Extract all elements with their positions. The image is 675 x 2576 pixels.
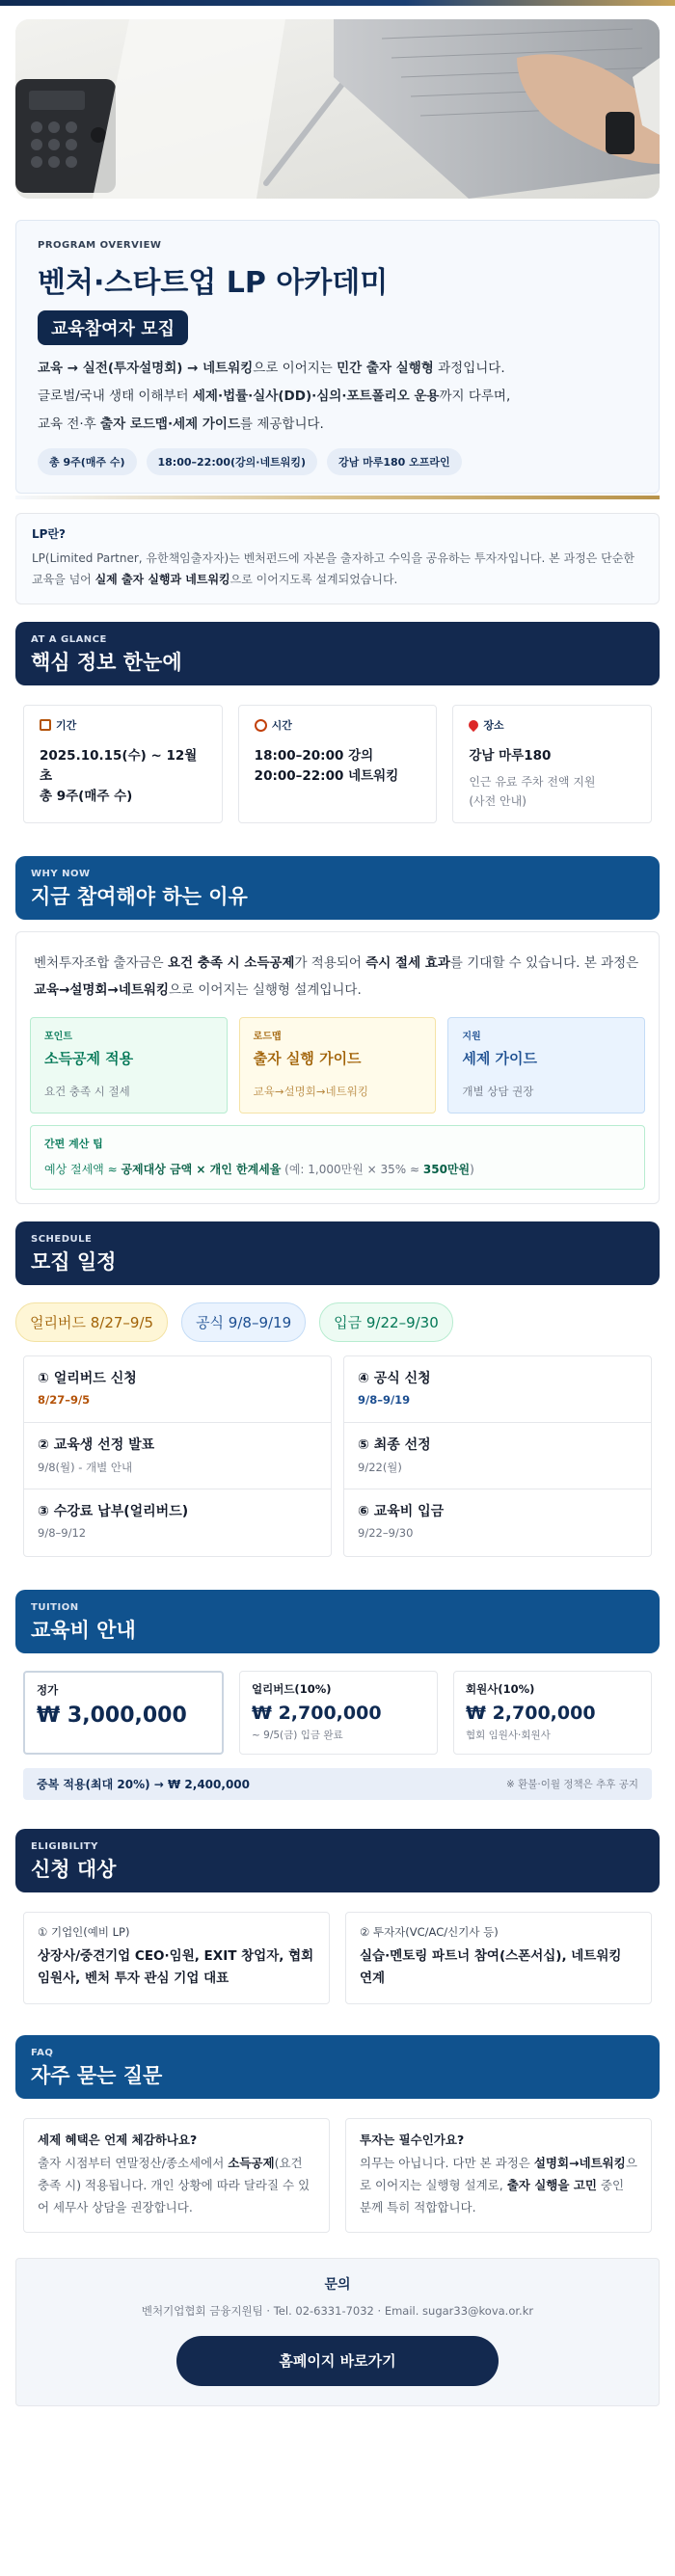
lp-question: LP란? — [32, 527, 66, 541]
duplicate-discount — [23, 1768, 652, 1800]
info-chips — [38, 448, 637, 475]
why-box — [15, 931, 660, 1204]
homepage-button[interactable]: 홈페이지 바로가기 — [176, 2336, 499, 2386]
why-card-deduction — [30, 1017, 228, 1114]
program-overview — [15, 220, 660, 494]
card-label: 장소 — [483, 719, 504, 732]
card-location — [452, 705, 652, 823]
section-eyebrow: FAQ — [31, 2048, 54, 2058]
eligibility-kicker: ② 투자자(VC/AC/신기사 등) — [360, 1925, 499, 1939]
fee-sub: 협회 임원사·회원사 — [466, 1730, 551, 1741]
section-title: 지금 참여해야 하는 이유 — [31, 885, 248, 908]
map-pin-icon — [467, 718, 480, 732]
schedule-column-right — [343, 1355, 652, 1557]
faq-answer: 의무는 아닙니다. 다만 본 과정은 설명회→네트워킹으로 이어지는 실행형 설계로, 출자 실행을 고민 중인 분께 특히 적합합니다. — [360, 2156, 637, 2214]
section-title: 신청 대상 — [31, 1858, 117, 1881]
duplicate-discount-text: 중복 적용(최대 20%) → ₩ 2,400,000 — [37, 1778, 250, 1791]
chip-duration: 총 9주(매주 수) — [38, 448, 137, 475]
eligibility-card — [345, 1912, 652, 2004]
fee-cards — [15, 1671, 660, 1755]
schedule-step: ③ 수강료 납부(얼리버드) 9/8–9/12 — [38, 1504, 189, 1540]
contact-box — [15, 2258, 660, 2406]
eligibility-card — [23, 1912, 330, 2004]
schedule-step: ⑥ 교육비 입금 9/22–9/30 — [358, 1504, 445, 1540]
fee-label: 정가 — [37, 1683, 59, 1697]
why-card-head: 출자 실행 가이드 — [253, 1050, 362, 1067]
schedule-step: ④ 공식 신청 9/8–9/19 — [344, 1356, 651, 1423]
desc-line: 교육 전·후 출자 로드맵·세제 가이드를 제공합니다. — [38, 416, 324, 432]
fee-list-price — [23, 1671, 224, 1755]
eligibility-kicker: ① 기업인(예비 LP) — [38, 1925, 130, 1939]
section-title: 자주 묻는 질문 — [31, 2064, 163, 2087]
card-value: 18:00–20:00 강의 20:00–22:00 네트워킹 — [254, 748, 399, 784]
fee-price: ₩ 2,700,000 — [252, 1703, 382, 1724]
recruit-badge: 교육참여자 모집 — [38, 310, 188, 345]
why-card-head: 소득공제 적용 — [44, 1050, 134, 1067]
schedule-pills — [15, 1302, 660, 1342]
tip-formula: 예상 절세액 ≈ 공제대상 금액 × 개인 한계세율 (예: 1,000만원 × 35% ≈ 350만원) — [44, 1163, 474, 1176]
refund-note: ※ 환불·이월 정책은 추후 공지 — [505, 1779, 638, 1790]
schedule-steps — [15, 1355, 660, 1557]
section-header-why — [15, 856, 660, 920]
section-header-schedule — [15, 1221, 660, 1285]
hero-image — [15, 19, 660, 199]
hero-desk-illustration — [15, 19, 660, 199]
desc-line: 글로벌/국내 생태 이해부터 세제·법률·실사(DD)·심의·포트폴리오 운용까지 다루며, — [38, 389, 511, 404]
card-label: 기간 — [56, 719, 77, 732]
why-card-head: 세제 가이드 — [462, 1050, 538, 1067]
pill-payment: 입금 9/22–9/30 — [319, 1302, 453, 1342]
card-value: 강남 마루180 — [469, 748, 552, 764]
glance-cards — [15, 705, 660, 823]
why-cards — [30, 1017, 645, 1114]
section-eyebrow: TUITION — [31, 1602, 79, 1613]
why-card-sub: 교육→설명회→네트워킹 — [253, 1085, 368, 1098]
lp-explainer — [15, 513, 660, 604]
section-title: 모집 일정 — [31, 1250, 117, 1274]
fee-label: 얼리버드(10%) — [252, 1682, 332, 1696]
fee-price: ₩ 2,700,000 — [466, 1703, 596, 1724]
card-sub: 인근 유료 주차 전액 지원 (사전 안내) — [469, 775, 596, 808]
section-title: 교육비 안내 — [31, 1619, 136, 1642]
chip-location: 강남 마루180 오프라인 — [327, 448, 462, 475]
fee-member — [453, 1671, 652, 1755]
schedule-step: ⑤ 최종 선정 9/22(월) — [344, 1423, 651, 1489]
why-card-roadmap — [239, 1017, 437, 1114]
page — [0, 19, 675, 2422]
top-accent-bar — [0, 0, 675, 6]
schedule-step: ① 얼리버드 신청 8/27–9/5 — [24, 1356, 331, 1423]
section-header-tuition — [15, 1590, 660, 1653]
section-header-glance — [15, 622, 660, 685]
why-card-sub: 요건 충족 시 절세 — [44, 1085, 130, 1098]
program-title: 벤처·스타트업 LP 아카데미 — [38, 266, 389, 300]
eligibility-cards — [15, 1912, 660, 2004]
faq-list — [15, 2118, 660, 2233]
section-eyebrow: AT A GLANCE — [31, 634, 107, 645]
section-title: 핵심 정보 한눈에 — [31, 651, 182, 674]
card-label: 시간 — [271, 719, 292, 732]
overview-eyebrow: PROGRAM OVERVIEW — [38, 240, 162, 251]
chip-time: 18:00–22:00(강의·네트워킹) — [147, 448, 318, 475]
faq-question: 세제 혜택은 언제 체감하나요? — [38, 2133, 198, 2147]
tip-title: 간편 계산 팁 — [44, 1138, 103, 1150]
schedule-column-left — [23, 1355, 332, 1557]
faq-question: 투자는 필수인가요? — [360, 2133, 465, 2147]
faq-item — [23, 2118, 330, 2233]
eligibility-value: 상장사/중견기업 CEO·임원, EXIT 창업자, 협회 임원사, 벤처 투자 관심 기업 대표 — [38, 1948, 314, 1986]
section-eyebrow: SCHEDULE — [31, 1234, 93, 1245]
fee-price: ₩ 3,000,000 — [37, 1704, 187, 1728]
section-header-eligibility — [15, 1829, 660, 1892]
faq-item — [345, 2118, 652, 2233]
card-value: 2025.10.15(수) ~ 12월 초 총 9주(매주 수) — [40, 748, 198, 804]
fee-label: 회원사(10%) — [466, 1682, 535, 1696]
calc-tip — [30, 1125, 645, 1190]
why-card-sub: 개별 상담 권장 — [462, 1085, 534, 1098]
fee-earlybird — [239, 1671, 438, 1755]
why-card-support — [447, 1017, 645, 1114]
why-card-kicker: 지원 — [462, 1032, 481, 1042]
pill-earlybird: 얼리버드 8/27–9/5 — [15, 1302, 168, 1342]
pill-official: 공식 9/8–9/19 — [181, 1302, 306, 1342]
why-card-kicker: 포인트 — [44, 1032, 72, 1042]
lp-text: LP(Limited Partner, 유한책임출자자)는 벤처펀드에 자본을 출자하고 수익을 공유하는 투자자입니다. 본 과정은 단순한 교육을 넘어 실제 출자 실행과 네트워킹으로 이어지도록 설계되었습니다. — [32, 551, 634, 586]
card-period — [23, 705, 223, 823]
faq-answer: 출자 시점부터 연말정산/종소세에서 소득공제(요건 충족 시) 적용됩니다. 개인 상황에 따라 달라질 수 있어 세무사 상담을 권장합니다. — [38, 2156, 310, 2214]
fee-sub: ~ 9/5(금) 입금 완료 — [252, 1730, 343, 1741]
why-text: 벤처투자조합 출자금은 요건 충족 시 소득공제가 적용되어 즉시 절세 효과를 기대할 수 있습니다. 본 과정은 교육→설명회→네트워킹으로 이어지는 실행형 설계입니다. — [34, 955, 639, 998]
schedule-step: ② 교육생 선정 발표 9/8(월) - 개별 안내 — [24, 1423, 331, 1489]
gold-divider — [15, 496, 660, 499]
contact-line: 벤처기업협회 금융지원팀 · Tel. 02-6331-7032 · Email. sugar33@kova.or.kr — [141, 2304, 534, 2318]
desc-line: 교육 → 실전(투자설명회) → 네트워킹으로 이어지는 민간 출자 실행형 과정입니다. — [38, 361, 505, 376]
program-description — [38, 355, 637, 439]
calendar-icon — [40, 719, 51, 731]
section-eyebrow: WHY NOW — [31, 869, 91, 879]
section-header-faq — [15, 2035, 660, 2099]
eligibility-value: 실습·멘토링 파트너 참여(스폰서십), 네트워킹 연계 — [360, 1948, 622, 1986]
contact-title: 문의 — [324, 2277, 351, 2293]
section-eyebrow: ELIGIBILITY — [31, 1841, 98, 1852]
card-time — [238, 705, 438, 823]
why-card-kicker: 로드맵 — [253, 1032, 282, 1042]
clock-icon — [255, 719, 267, 732]
